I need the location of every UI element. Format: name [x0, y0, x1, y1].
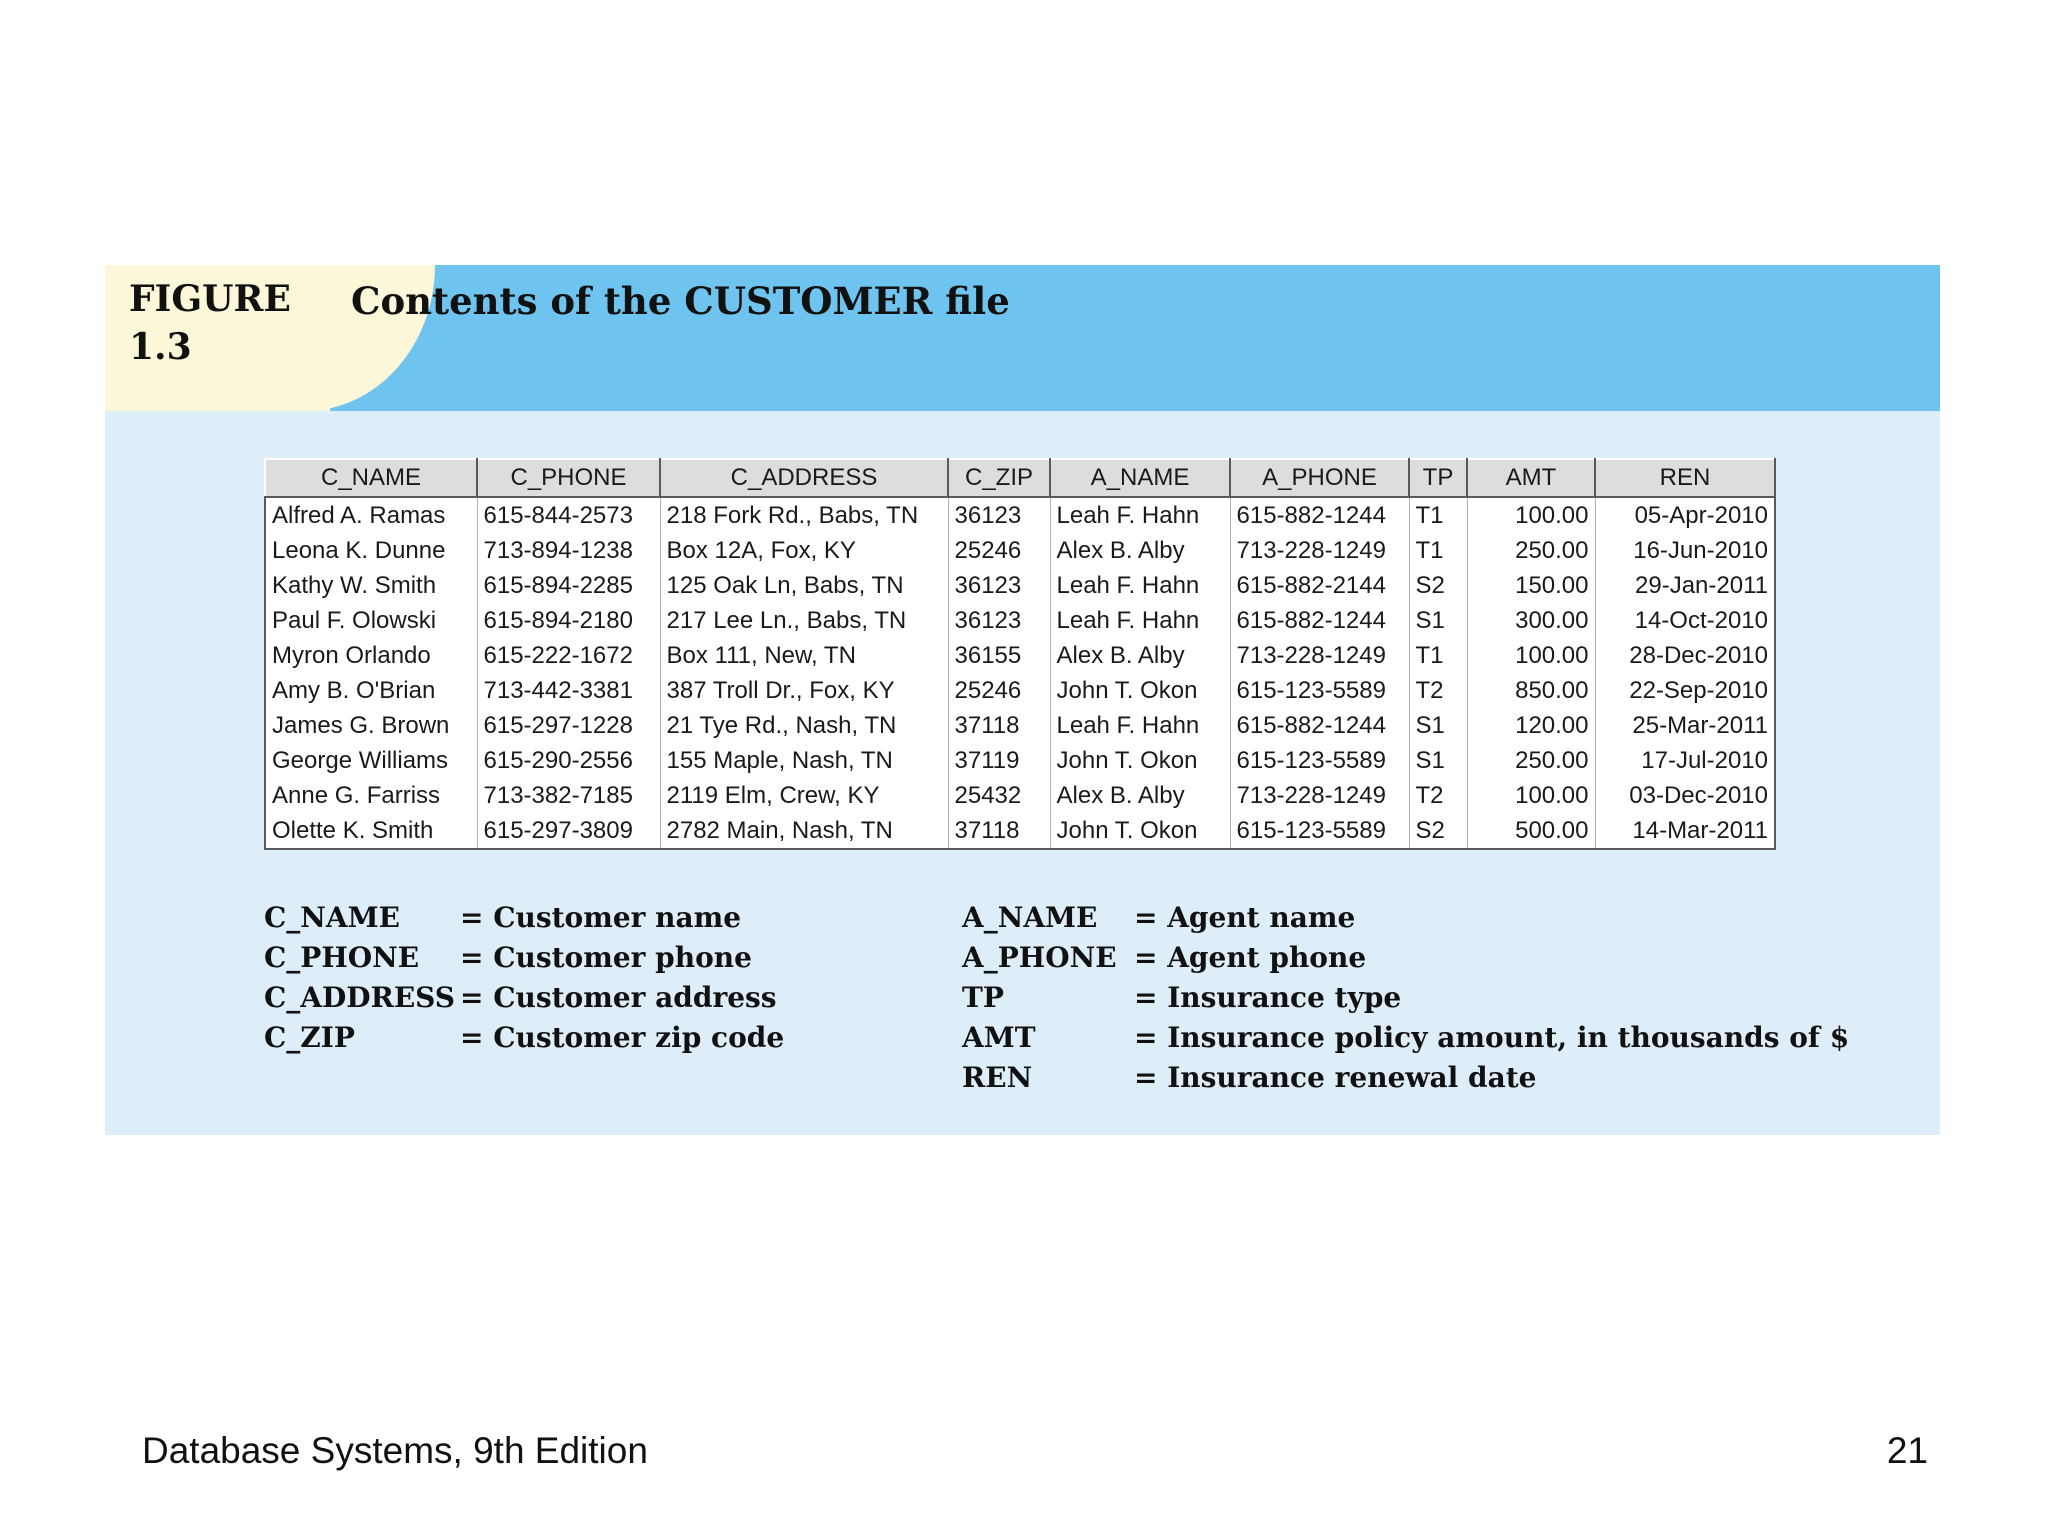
legend-row	[264, 1018, 784, 1058]
table-cell: 615-123-5589	[1230, 743, 1409, 778]
table-cell: 100.00	[1467, 497, 1595, 533]
table-cell: 250.00	[1467, 533, 1595, 568]
table-cell: Box 12A, Fox, KY	[660, 533, 948, 568]
table-cell: 713-442-3381	[477, 673, 660, 708]
table-row	[265, 743, 1775, 778]
table-cell: Leah F. Hahn	[1050, 497, 1230, 533]
table-cell: Anne G. Farriss	[265, 778, 477, 813]
table-cell: 713-228-1249	[1230, 778, 1409, 813]
table-cell: Amy B. O'Brian	[265, 673, 477, 708]
legend-row	[962, 938, 1849, 978]
table-cell: 37119	[948, 743, 1050, 778]
legend-definition: = Customer address	[460, 981, 777, 1014]
table-cell: 615-882-2144	[1230, 568, 1409, 603]
legend-term: C_ZIP	[264, 1021, 355, 1054]
legend-row	[264, 898, 784, 938]
table-cell: Alfred A. Ramas	[265, 497, 477, 533]
table-cell: 14-Oct-2010	[1595, 603, 1775, 638]
table-cell: T2	[1409, 673, 1467, 708]
table-cell: Olette K. Smith	[265, 813, 477, 849]
table-body	[265, 497, 1775, 849]
legend-term: A_PHONE	[962, 941, 1117, 974]
column-header: C_PHONE	[477, 459, 660, 497]
table-cell: 300.00	[1467, 603, 1595, 638]
table-cell: T2	[1409, 778, 1467, 813]
legend-term: C_PHONE	[264, 941, 420, 974]
table-cell: 03-Dec-2010	[1595, 778, 1775, 813]
table-row	[265, 533, 1775, 568]
legend-row	[962, 978, 1849, 1018]
column-header: A_PHONE	[1230, 459, 1409, 497]
table-cell: Alex B. Alby	[1050, 638, 1230, 673]
table-cell: 615-297-1228	[477, 708, 660, 743]
table-cell: 500.00	[1467, 813, 1595, 849]
legend-row	[264, 938, 784, 978]
table-cell: 36123	[948, 497, 1050, 533]
table-cell: Leah F. Hahn	[1050, 603, 1230, 638]
table-cell: 2119 Elm, Crew, KY	[660, 778, 948, 813]
table-cell: T1	[1409, 533, 1467, 568]
table-cell: 2782 Main, Nash, TN	[660, 813, 948, 849]
table-cell: 713-894-1238	[477, 533, 660, 568]
table-cell: 25246	[948, 533, 1050, 568]
legend-definition: = Customer phone	[460, 941, 752, 974]
table-cell: 36123	[948, 568, 1050, 603]
legend-definition: = Insurance renewal date	[1134, 1061, 1537, 1094]
table-cell: T1	[1409, 497, 1467, 533]
table-row	[265, 568, 1775, 603]
table-cell: 387 Troll Dr., Fox, KY	[660, 673, 948, 708]
column-header: C_ZIP	[948, 459, 1050, 497]
table-cell: 615-894-2285	[477, 568, 660, 603]
legend-row	[962, 1058, 1849, 1098]
table-cell: Leah F. Hahn	[1050, 708, 1230, 743]
table-cell: 615-297-3809	[477, 813, 660, 849]
table-row	[265, 638, 1775, 673]
column-header: AMT	[1467, 459, 1595, 497]
table-cell: 25246	[948, 673, 1050, 708]
table-cell: 155 Maple, Nash, TN	[660, 743, 948, 778]
table-cell: John T. Okon	[1050, 743, 1230, 778]
figure-panel	[105, 265, 1940, 1135]
table-cell: 615-222-1672	[477, 638, 660, 673]
footer-page-number: 21	[1886, 1430, 1928, 1471]
table-row	[265, 673, 1775, 708]
legend-term: C_NAME	[264, 901, 400, 934]
table-cell: Alex B. Alby	[1050, 533, 1230, 568]
table-cell: 125 Oak Ln, Babs, TN	[660, 568, 948, 603]
table-cell: Paul F. Olowski	[265, 603, 477, 638]
legend-left	[264, 898, 784, 1058]
table-cell: 100.00	[1467, 778, 1595, 813]
table-cell: 22-Sep-2010	[1595, 673, 1775, 708]
table-cell: Kathy W. Smith	[265, 568, 477, 603]
table-cell: 713-382-7185	[477, 778, 660, 813]
table-cell: 16-Jun-2010	[1595, 533, 1775, 568]
figure-number	[129, 275, 291, 371]
table-cell: 25-Mar-2011	[1595, 708, 1775, 743]
table-cell: 615-290-2556	[477, 743, 660, 778]
table-cell: 14-Mar-2011	[1595, 813, 1775, 849]
table-cell: Box 111, New, TN	[660, 638, 948, 673]
table-cell: 615-844-2573	[477, 497, 660, 533]
table-cell: Myron Orlando	[265, 638, 477, 673]
table-cell: John T. Okon	[1050, 673, 1230, 708]
table-row	[265, 603, 1775, 638]
table-cell: 217 Lee Ln., Babs, TN	[660, 603, 948, 638]
table-cell: 21 Tye Rd., Nash, TN	[660, 708, 948, 743]
table-cell: 615-123-5589	[1230, 813, 1409, 849]
table-cell: 100.00	[1467, 638, 1595, 673]
table-cell: George Williams	[265, 743, 477, 778]
table-cell: 218 Fork Rd., Babs, TN	[660, 497, 948, 533]
table-row	[265, 813, 1775, 849]
legend-term: C_ADDRESS	[264, 981, 456, 1014]
table-cell: John T. Okon	[1050, 813, 1230, 849]
legend-term: A_NAME	[962, 901, 1098, 934]
column-header: A_NAME	[1050, 459, 1230, 497]
legend-definition: = Customer name	[460, 901, 742, 934]
legend-definition: = Customer zip code	[460, 1021, 785, 1054]
figure-label-number: 1.3	[129, 326, 192, 368]
table-cell: 17-Jul-2010	[1595, 743, 1775, 778]
table-cell: 615-894-2180	[477, 603, 660, 638]
legend-term: AMT	[962, 1021, 1036, 1054]
table-cell: 28-Dec-2010	[1595, 638, 1775, 673]
customer-table	[264, 458, 1776, 850]
table-cell: 25432	[948, 778, 1050, 813]
legend-term: TP	[962, 981, 1004, 1014]
figure-label-word: FIGURE	[129, 278, 291, 320]
footer-book-title: Database Systems, 9th Edition	[142, 1430, 648, 1471]
table-cell: 29-Jan-2011	[1595, 568, 1775, 603]
legend-right	[962, 898, 1849, 1098]
table-cell: 615-882-1244	[1230, 603, 1409, 638]
table-cell: S2	[1409, 568, 1467, 603]
table-row	[265, 708, 1775, 743]
legend-definition: = Agent phone	[1134, 941, 1367, 974]
table-cell: 36155	[948, 638, 1050, 673]
table-cell: Leah F. Hahn	[1050, 568, 1230, 603]
legend-definition: = Agent name	[1134, 901, 1356, 934]
column-header: REN	[1595, 459, 1775, 497]
table-cell: S1	[1409, 603, 1467, 638]
legend-row	[264, 978, 784, 1018]
legend-row	[962, 1018, 1849, 1058]
table-cell: 713-228-1249	[1230, 533, 1409, 568]
table-cell: 615-882-1244	[1230, 497, 1409, 533]
table-cell: 120.00	[1467, 708, 1595, 743]
table-cell: S1	[1409, 708, 1467, 743]
table-cell: 615-123-5589	[1230, 673, 1409, 708]
column-header: TP	[1409, 459, 1467, 497]
table-cell: 150.00	[1467, 568, 1595, 603]
table-cell: James G. Brown	[265, 708, 477, 743]
table-cell: 37118	[948, 813, 1050, 849]
column-header: C_NAME	[265, 459, 477, 497]
table-cell: Alex B. Alby	[1050, 778, 1230, 813]
legend-row	[962, 898, 1849, 938]
figure-title: Contents of the CUSTOMER file	[351, 279, 1010, 323]
table-cell: 05-Apr-2010	[1595, 497, 1775, 533]
table-cell: T1	[1409, 638, 1467, 673]
legend-term: REN	[962, 1061, 1033, 1094]
table-cell: 615-882-1244	[1230, 708, 1409, 743]
table-row	[265, 778, 1775, 813]
table-cell: 37118	[948, 708, 1050, 743]
table-cell: 713-228-1249	[1230, 638, 1409, 673]
table-cell: 250.00	[1467, 743, 1595, 778]
table-cell: S2	[1409, 813, 1467, 849]
table-cell: S1	[1409, 743, 1467, 778]
legend-definition: = Insurance policy amount, in thousands of $	[1134, 1021, 1850, 1054]
legend-definition: = Insurance type	[1134, 981, 1402, 1014]
table-cell: 36123	[948, 603, 1050, 638]
table-header-row	[265, 459, 1775, 497]
column-header: C_ADDRESS	[660, 459, 948, 497]
table-cell: 850.00	[1467, 673, 1595, 708]
table-cell: Leona K. Dunne	[265, 533, 477, 568]
table-row	[265, 497, 1775, 533]
